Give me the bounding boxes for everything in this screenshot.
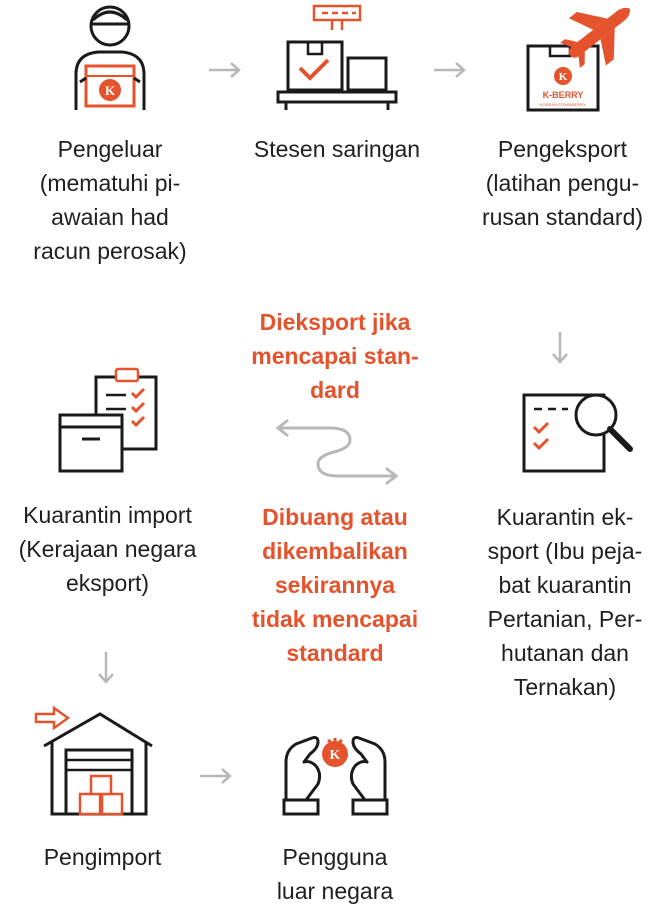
- export-quarantine-label: Kuarantin ek- sport (Ibu peja- bat kuarantin Pertanian, Per- hutanan dan Ternakan): [487, 504, 643, 700]
- exporter-label: Pengeksport (latihan pengu- rusan standard): [481, 136, 644, 230]
- bidirectional-curve-arrow-icon: [268, 412, 404, 493]
- import-quarantine-label: Kuarantin import (Kerajaan negara eksport): [18, 502, 197, 596]
- warehouse-icon: [34, 706, 154, 818]
- farmer-icon: [60, 2, 160, 112]
- arrow-down-icon: [550, 330, 570, 371]
- svg-text:K: K: [104, 83, 116, 98]
- fail-condition-text: Dibuang atau dikembalikan sekirannya tidak mencapai standard: [251, 504, 419, 666]
- export-box-plane-icon: [520, 2, 640, 114]
- screening-label: Stesen saringan: [253, 136, 421, 162]
- svg-text:K: K: [558, 71, 568, 83]
- pass-condition-text: Dieksport jika mencapai stan- dard: [251, 309, 419, 403]
- arrow-right-icon: [430, 60, 470, 85]
- arrow-right-icon: [196, 766, 236, 791]
- importer-label: Pengimport: [43, 844, 162, 870]
- hands-holding-berry-icon: [278, 710, 393, 820]
- arrow-right-icon: [205, 60, 245, 85]
- clipboard-box-icon: [52, 365, 167, 475]
- scale-icon: [272, 2, 402, 112]
- inspection-magnifier-icon: [518, 385, 638, 477]
- brand-subtext: KOREAN STRAWBERRY: [539, 102, 587, 107]
- consumer-label: Pengguna luar negara: [276, 844, 394, 904]
- arrow-down-icon: [96, 650, 116, 691]
- producer-label: Pengeluar (mematuhi pi- awaian had racun perosak): [33, 136, 187, 264]
- brand-text: K-BERRY: [542, 90, 584, 100]
- svg-text:K: K: [329, 748, 341, 763]
